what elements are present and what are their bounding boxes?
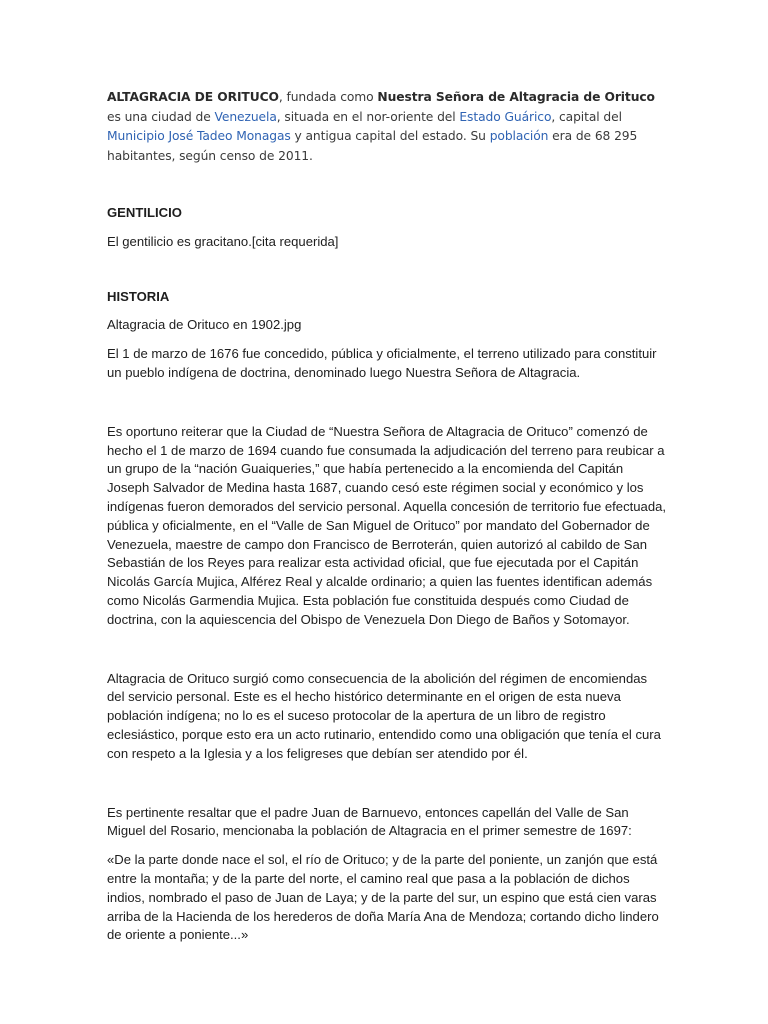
- link-estado-guarico[interactable]: Estado Guárico: [459, 109, 552, 124]
- intro-text: es una ciudad de: [107, 109, 215, 124]
- image-caption: Altagracia de Orituco en 1902.jpg: [107, 317, 302, 333]
- intro-text: era de 68 295 habitantes, según censo de 2011.: [107, 129, 638, 163]
- article-full-name: Nuestra Señora de Altagracia de Orituco: [377, 90, 655, 104]
- gentilicio-text: El gentilicio es gracitano.[cita requerida]: [107, 233, 339, 249]
- link-municipio[interactable]: Municipio José Tadeo Monagas: [107, 129, 291, 143]
- link-venezuela[interactable]: Venezuela: [214, 109, 277, 124]
- intro-text: y antigua capital del estado. Su: [290, 129, 490, 143]
- intro-text: , fundada como: [278, 90, 378, 104]
- link-poblacion[interactable]: población: [489, 129, 549, 143]
- historia-paragraph-3: Altagracia de Orituco surgió como consecuencia de la abolición del régimen de encomiendas del servicio personal. Este es el hecho histórico determinante en el origen de esta nueva población indígena; no lo es el suceso protocolar de la apertura de un libro de registro eclesiástico, porque esto era un acto rutinario, entendido como una obligación que tenía el cura con respeto a la Iglesia y a los feligreses que debían ser atendido por él.: [107, 670, 661, 761]
- intro-text: , situada en el nor-oriente del: [276, 109, 460, 124]
- historia-paragraph-4: Es pertinente resaltar que el padre Juan de Barnuevo, entonces capellán del Valle de San Miguel del Rosario, mencionaba la población de Altagracia en el primer semestre de 1697:: [107, 804, 632, 839]
- intro-text: , capital del: [551, 109, 622, 124]
- intro-paragraph: [107, 88, 668, 166]
- historia-paragraph-1: El 1 de marzo de 1676 fue concedido, pública y oficialmente, el terreno utilizado para constituir un pueblo indígena de doctrina, denominado luego Nuestra Señora de Altagracia.: [107, 346, 657, 380]
- section-heading-historia: HISTORIA: [107, 288, 170, 304]
- section-heading-gentilicio: GENTILICIO: [107, 205, 182, 220]
- article-title-term: ALTAGRACIA DE ORITUCO: [107, 90, 279, 104]
- historia-paragraph-2: Es oportuno reiterar que la Ciudad de “Nuestra Señora de Altagracia de Orituco” comenzó de hecho el 1 de marzo de 1694 cuando fue consumada la adjudicación del terreno para reubicar a un grupo de la “nación Guaiqueries,” que había pertenecido a la encomienda del Capitán Joseph Salvador de Medina hasta 1687, cuando cesó este régimen social y económico y los indígenas fueron demorados del servicio personal. Aquella concesión de territorio fue efectuada, pública y oficialmente, en el “Valle de San Miguel de Orituco” por mandato del Gobernador de Venezuela, maestre de campo don Francisco de Berroterán, quien autorizó al cabildo de San Sebastián de los Reyes para realizar esta actividad oficial, que fue ejecutada por el Capitán Nicolás García Mujica, Alférez Real y alcalde ordinario; a quien las fuentes identifican además como Nicolás Garmendia Mujica. Esta población fue constituida después como Ciudad de doctrina, con la aquiescencia del Obispo de Venezuela Don Diego de Baños y Sotomayor.: [107, 423, 667, 627]
- historia-quote: «De la parte donde nace el sol, el río de Orituco; y de la parte del poniente, un zanjón que está entre la montaña; y de la parte del norte, el camino real que pasa a la población de dichos indios, nombrado el paso de Juan de Laya; y de la parte del sur, un espino que está cien varas arriba de la Hacienda de los herederos de doña María Ana de Mendoza; cortando dicho lindero de oriente a poniente...»: [107, 852, 659, 943]
